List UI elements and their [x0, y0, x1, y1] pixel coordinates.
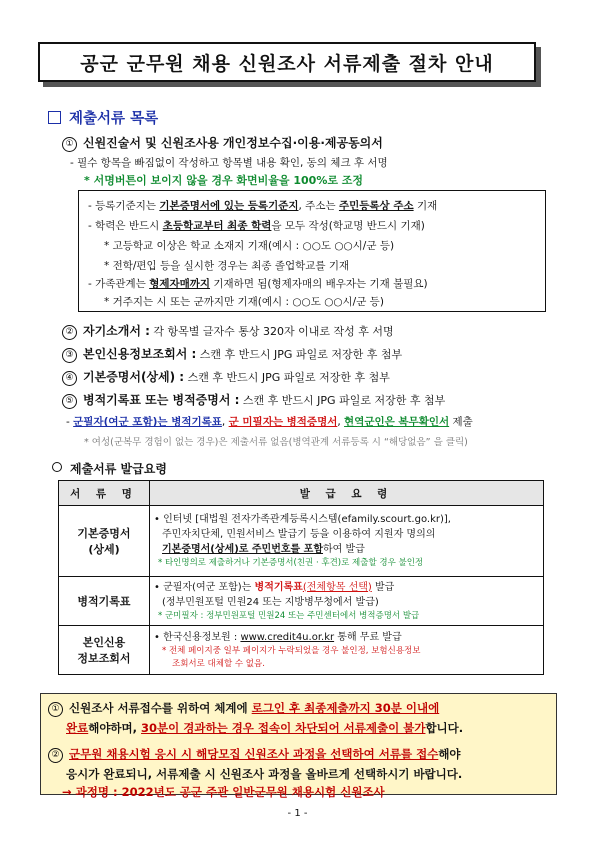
row-method: • 인터넷 [대법원 전자가족관계등록시스템(efamily.scourt.go.kr)], 주민자치단체, 민원서비스 발급기 등을 이용하여 지원자 명의의 기본증명서(상세)로 주민번호를 포함하여 발급 * 타인명의로 제출하거나 기본증명서(친권 · 후견)로 제출할 경우 불인정	[150, 506, 544, 577]
section-label: 제출서류 목록	[69, 111, 159, 127]
table-header-row	[59, 481, 544, 506]
guide-line-b: - 학력은 반드시 초등학교부터 최종 학력을 모두 작성(학교명 반드시 기재)	[88, 220, 425, 232]
guide-line-f: * 거주지는 시 또는 군까지만 기재(예시 : ○○도 ○○시/군 등)	[104, 296, 384, 308]
circle-bullet-icon	[52, 462, 62, 472]
notice-line3: ② 군무원 채용시험 응시 시 해당모집 신원조사 과정을 선택하여 서류를 접수해야	[48, 746, 461, 763]
table-row	[59, 506, 544, 577]
guide-line-a: - 등록기준지는 기본증명서에 있는 등록기준지, 주소는 주민등록상 주소 기재	[88, 200, 438, 212]
section-heading	[48, 107, 158, 128]
square-bullet-icon	[48, 111, 61, 124]
notice-line4: 응시가 완료되니, 서류제출 시 신원조사 과정을 올바르게 선택하시기 바랍니다.	[66, 767, 463, 781]
item2: ② 자기소개서 : 각 항목별 글자수 통상 320자 이내로 작성 후 서명	[62, 322, 394, 340]
credit-site-link[interactable]: www.credit4u.or.kr	[240, 631, 335, 643]
page-title: 공군 군무원 채용 신원조사 서류제출 절차 안내	[38, 42, 536, 82]
notice-line1: ① 신원조사 서류접수를 위하여 체계에 로그인 후 최종제출까지 30분 이내에	[48, 700, 439, 717]
table-header-document: 서 류 명	[59, 481, 150, 506]
row-doc-name: 기본증명서 (상세)	[59, 506, 150, 577]
item1-number: ①	[62, 137, 77, 152]
item5-detail: - 군필자(여군 포함)는 병적기록표, 군 미필자는 병적증명서, 현역군인은 복무확인서 제출	[66, 416, 473, 428]
issuance-heading: 제출서류 발급요령	[52, 460, 167, 477]
item1-title: 신원진술서 및 신원조사용 개인정보수집·이용·제공동의서	[83, 136, 383, 150]
row-method: • 군필자(여군 포함)는 병적기록표(전체항목 선택) 발급 (정부민원포털 민원24 또는 지방병무청에서 발급) * 군미필자 : 정부민원포털 민원24 또는 주민센터에서 병적증명서 발급	[150, 577, 544, 626]
item1-line2: * 서명버튼이 보이지 않을 경우 화면비율을 100%로 조정	[84, 174, 364, 187]
row-method: • 한국신용정보원 : www.credit4u.or.kr 통해 무료 발급 * 전체 페이지중 일부 페이지가 누락되었을 경우 불인정, 보험신용정보 조회서로 대체할 수 없음.	[150, 626, 544, 675]
guide-line-c: * 고등학교 이상은 학교 소재지 기재(예시 : ○○도 ○○시/군 등)	[104, 240, 395, 252]
table-row	[59, 577, 544, 626]
item5: ⑤ 병적기록표 또는 병적증명서 : 스캔 후 반드시 JPG 파일로 저장한 후 첨부	[62, 391, 445, 409]
issuance-table	[58, 480, 544, 675]
item5-note: * 여성(군복무 경험이 없는 경우)은 제출서류 없음(병역관계 서류등록 시 “해당없음” 을 클릭)	[84, 437, 468, 448]
notice-line2: 완료해야하며, 30분이 경과하는 경우 접속이 차단되어 서류제출이 불가합니다.	[66, 721, 464, 735]
item3: ③ 본인신용정보조회서 : 스캔 후 반드시 JPG 파일로 저장한 후 첨부	[62, 345, 402, 363]
guide-line-e: - 가족관계는 형제자매까지 기재하면 됨(형제자매의 배우자는 기재 불필요)	[88, 278, 428, 290]
notice-course-name: → 과정명 : 2022년도 공군 주관 일반군무원 채용시험 신원조사	[62, 785, 385, 799]
table-row	[59, 626, 544, 675]
item1-heading	[62, 134, 383, 152]
item4: ④ 기본증명서(상세) : 스캔 후 반드시 JPG 파일로 저장한 후 첨부	[62, 368, 390, 386]
row-doc-name: 병적기록표	[59, 577, 150, 626]
row-doc-name: 본인신용 정보조회서	[59, 626, 150, 675]
item1-line1: - 필수 항목을 빠짐없이 작성하고 항목별 내용 확인, 동의 체크 후 서명	[70, 157, 388, 169]
guide-line-d: * 전학/편입 등을 실시한 경우는 최종 졸업학교를 기재	[104, 260, 350, 272]
page-number: - 1 -	[287, 808, 308, 819]
table-header-method: 발 급 요 령	[150, 481, 544, 506]
